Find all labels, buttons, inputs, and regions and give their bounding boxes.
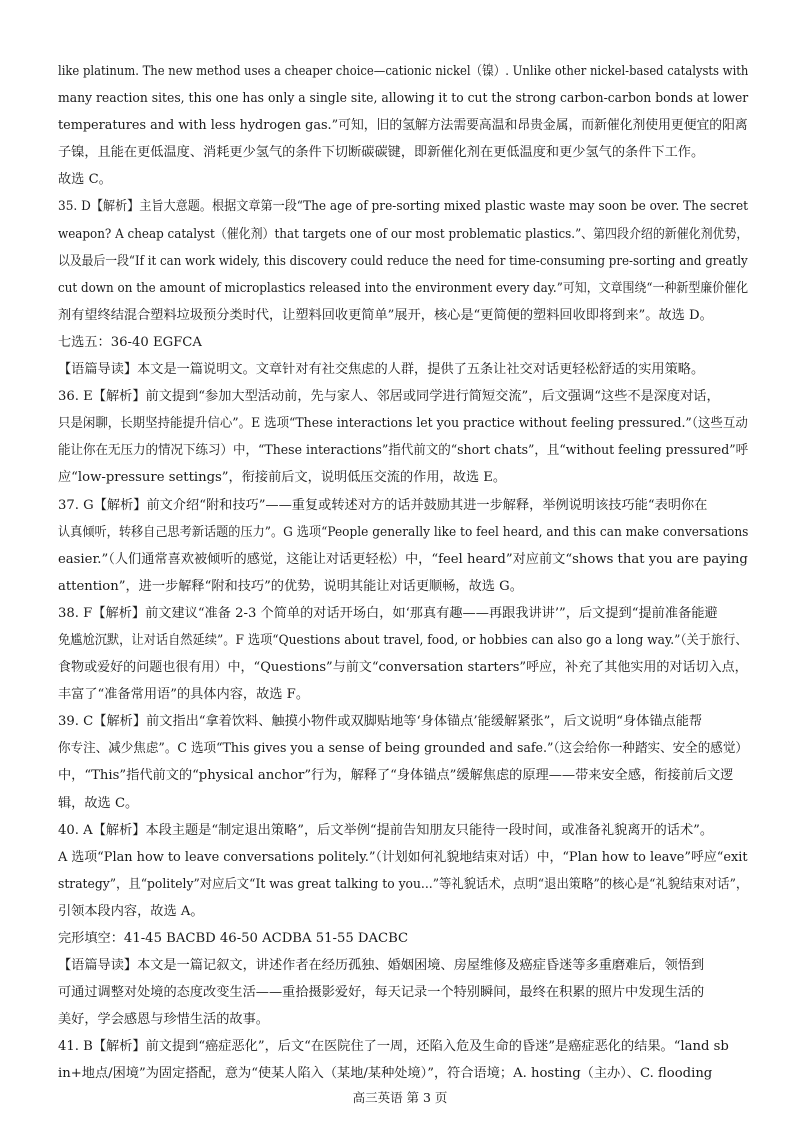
text-line: 剂有望终结混合塑料垃圾预分类时代，让塑料回收更简单”展开，核心是“更简便的塑料回收即将到来”。故选 D。	[58, 307, 713, 323]
text-line: 可通过调整对处境的态度改变生活——重拾摄影爱好，每天记录一个特别瞬间，最终在积累的照片中发现生活的	[58, 985, 705, 1001]
text-line: 【语篇导读】本文是一篇记叙文，讲述作者在经历孤独、婚姻困境、房屋维修及癌症昏迷等多重磨难后，领悟到	[58, 958, 705, 974]
text-line: 丰富了“准备常用语”的具体内容，故选 F。	[58, 687, 310, 703]
text-line: 35. D【解析】主旨大意题。根据文章第一段“The age of pre-sorting mixed plastic waste may soon be over. The secret	[58, 199, 748, 215]
text-line: 38. F【解析】前文建议“准备 2-3 个简单的对话开场白，如‘那真有趣——再跟我讲讲’”，后文提到“提前准备能避	[58, 605, 718, 621]
text-line: 引领本段内容，故选 A。	[58, 903, 204, 919]
text-line: 只是闲聊，长期坚持能提升信心”。E 选项“These interactions let you practice without feeling pressured.”（这些互动	[58, 416, 748, 432]
text-line: 美好，学会感恩与珍惜生活的故事。	[58, 1012, 269, 1028]
text-line: attention”，进一步解释“附和技巧”的优势，说明其能让对话更顺畅，故选 G。	[58, 578, 523, 594]
text-line: 能让你在无压力的情况下练习）中，“These interactions”指代前文的“short chats”，且“without feeling pressured”呼	[58, 443, 749, 459]
text-line: 子镍，且能在更低温度、消耗更少氢气的条件下切断碳碳键，即新催化剂在更低温度和更少氢气的条件下工作。	[58, 145, 705, 161]
text-line: 以及最后一段“If it can work widely, this discovery could reduce the need for time-consuming pre-sorting and greatly	[58, 253, 748, 269]
text-line: strategy”，且“politely”对应后文“It was great talking to you...”等礼貌话术，点明“退出策略”的核心是“礼貌结束对话”，	[58, 876, 749, 892]
text-line: 故选 C。	[58, 172, 112, 188]
text-line: 认真倾听，转移自己思考新话题的压力”。G 选项“People generally like to feel heard, and this can make conversations	[58, 524, 749, 540]
text-line: weapon? A cheap catalyst（催化剂）that targets one of our most problematic plastics.”、第四段介绍的新催化剂优势，	[58, 226, 749, 242]
text-line: like platinum. The new method uses a cheaper choice—cationic nickel（镍）. Unlike other nickel-based catalysts with	[58, 64, 749, 79]
text-line: 40. A【解析】本段主题是“制定退出策略”，后文举例“提前告知朋友只能待一段时间，或准备礼貌离开的话术”。	[58, 822, 714, 838]
text-line: 36. E【解析】前文提到“参加大型活动前，先与家人、邻居或同学进行简短交流”，后文强调“这些不是深度对话，	[58, 389, 720, 405]
text-line: 41. B【解析】前文提到“癌症恶化”，后文“在医院住了一周，还陷入危及生命的昏迷”是癌症恶化的结果。“land sb	[58, 1039, 729, 1055]
text-line: many reaction sites, this one has only a single site, allowing it to cut the strong carbon-carbon bonds at lower	[58, 91, 749, 107]
answer-explanation-text	[58, 58, 748, 1088]
text-line: in+地点/困境”为固定搭配，意为“使某人陷入（某地/某种处境）”，符合语境；A. hosting（主办）、C. flooding	[58, 1066, 713, 1082]
text-line: A 选项“Plan how to leave conversations politely.”（计划如何礼貌地结束对话）中，“Plan how to leave”呼应“exit	[58, 849, 748, 865]
page-footer: 高三英语 第 3 页	[352, 1090, 448, 1105]
text-line: temperatures and with less hydrogen gas.”可知，旧的氢解方法需要高温和昂贵金属，而新催化剂使用更便宜的阳离	[58, 118, 748, 134]
text-line: 辑，故选 C。	[58, 795, 139, 811]
text-line: 完形填空：41-45 BACBD 46-50 ACDBA 51-55 DACBC	[58, 931, 409, 946]
text-line: 你专注、减少焦虑”。C 选项“This gives you a sense of being grounded and safe.”（这会给你一种踏实、安全的感觉）	[58, 741, 748, 757]
text-line: 食物或爱好的问题也很有用）中，“Questions”与前文“conversation starters”呼应，补充了其他实用的对话切入点，	[58, 660, 748, 676]
text-line: easier.”（人们通常喜欢被倾听的感觉，这能让对话更轻松）中，“feel heard”对应前文“shows that you are paying	[58, 551, 748, 567]
text-line: 39. C【解析】前文指出“拿着饮料、触摸小物件或双脚贴地等‘身体锚点’能缓解紧张”，后文说明“身体锚点能帮	[58, 714, 703, 730]
text-line: 37. G【解析】前文介绍“附和技巧”——重复或转述对方的话并鼓励其进一步解释，举例说明该技巧能“表明你在	[58, 497, 708, 513]
text-line: 应“low-pressure settings”，衔接前后文，说明低压交流的作用，故选 E。	[58, 470, 507, 486]
text-line: cut down on the amount of microplastics released into the environment every day.”可知，文章围绕“一种新型廉价催化	[58, 280, 749, 296]
text-line: 中，“This”指代前文的“physical anchor”行为，解释了“身体锚点”缓解焦虑的原理——带来安全感，衔接前后文逻	[58, 768, 734, 784]
text-line: 七选五：36-40 EGFCA	[58, 334, 202, 350]
text-line: 免尴尬沉默，让对话自然延续”。F 选项“Questions about travel, food, or hobbies can also go a long way.”（关于旅行、	[58, 632, 748, 648]
text-line: 【语篇导读】本文是一篇说明文。文章针对有社交焦虑的人群，提供了五条让社交对话更轻松舒适的实用策略。	[58, 362, 705, 378]
